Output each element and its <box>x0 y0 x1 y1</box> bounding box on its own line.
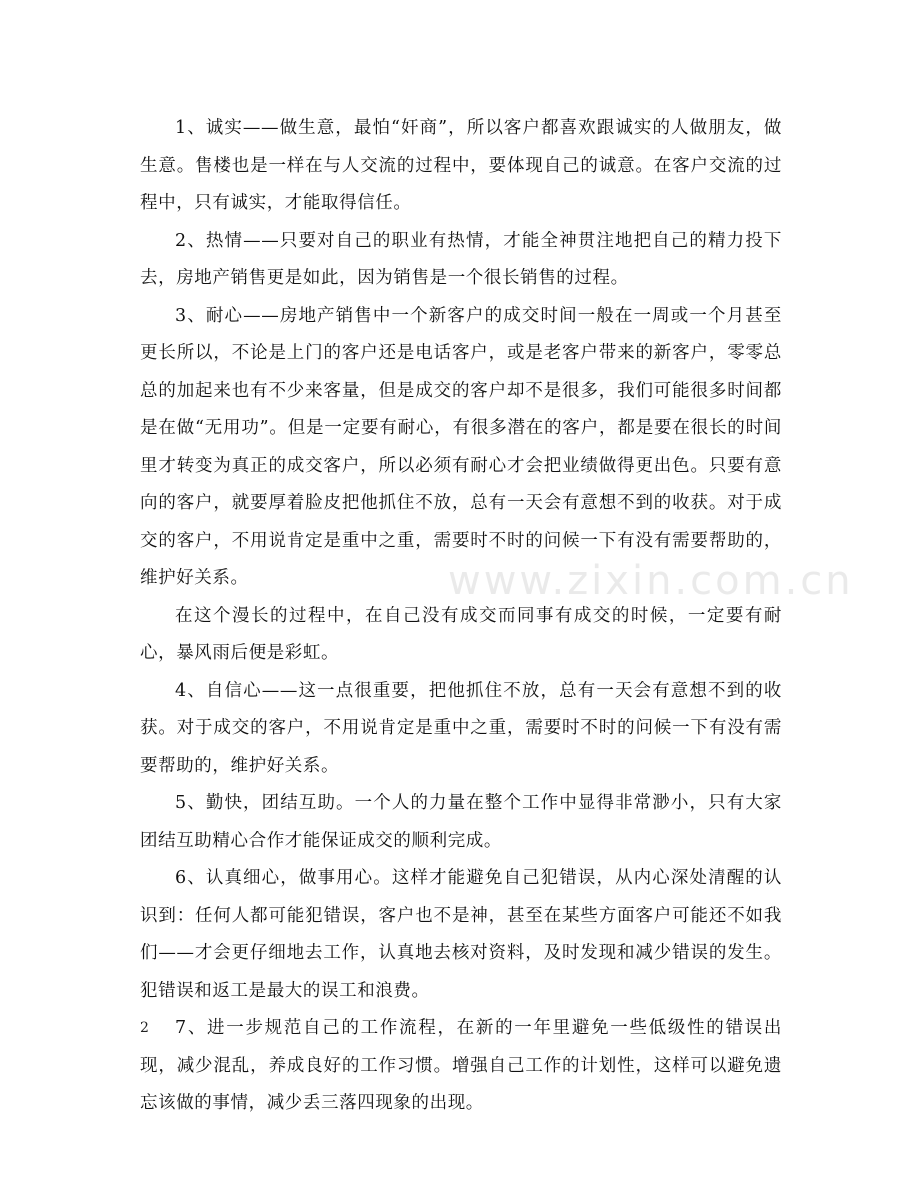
paragraph-enthusiasm: 2、热情——只要对自己的职业有热情，才能全神贯注地把自己的精力投下去，房地产销售更是如此，因为销售是一个很长销售的过程。 <box>140 230 782 288</box>
paragraph-long-process: 在这个漫长的过程中，在自己没有成交而同事有成交的时候，一定要有耐心，暴风雨后便是彩虹。 <box>140 605 782 663</box>
watermark: www.zixin.com.cn <box>448 558 854 604</box>
paragraph-patience: 3、耐心——房地产销售中一个新客户的成交时间一般在一周或一个月甚至更长所以，不论是上门的客户还是电话客户，或是老客户带来的新客户，零零总总的加起来也有不少来客量，但是成交的客户却不是很多，我们可能很多时间都是在做“无用功”。但是一定要有耐心，有很多潜在的客户，都是要在很长的时间里才转变为真正的成交客户，所以必须有耐心才会把业绩做得更出色。只要有意向的客户，就要厚着脸皮把他抓住不放，总有一天会有意想不到的收获。对于成交的客户，不用说肯定是重中之重，需要时不时的问候一下有没有需要帮助的，维护好关系。 <box>140 305 782 588</box>
paragraph-workflow: 7、进一步规范自己的工作流程，在新的一年里避免一些低级性的错误出现，减少混乱，养成良好的工作习惯。增强自己工作的计划性，这样可以避免遗忘该做的事情，减少丢三落四现象的出现。 <box>140 1018 782 1113</box>
page-number: 2 <box>140 1020 149 1036</box>
document-body <box>140 110 782 1123</box>
paragraph-honesty: 1、诚实——做生意，最怕“奸商”，所以客户都喜欢跟诚实的人做朋友，做生意。售楼也是一样在与人交流的过程中，要体现自己的诚意。在客户交流的过程中，只有诚实，才能取得信任。 <box>140 118 782 213</box>
paragraph-confidence: 4、自信心——这一点很重要，把他抓住不放，总有一天会有意想不到的收获。对于成交的客户，不用说肯定是重中之重，需要时不时的问候一下有没有需要帮助的，维护好关系。 <box>140 680 782 776</box>
paragraph-carefulness: 6、认真细心，做事用心。这样才能避免自己犯错误，从内心深处清醒的认识到：任何人都可能犯错误，客户也不是神，甚至在某些方面客户可能还不如我们——才会更仔细地去工作，认真地去核对资料，及时发现和减少错误的发生。犯错误和返工是最大的误工和浪费。 <box>140 868 782 1001</box>
paragraph-teamwork: 5、勤快，团结互助。一个人的力量在整个工作中显得非常渺小，只有大家团结互助精心合作才能保证成交的顺利完成。 <box>140 793 782 851</box>
